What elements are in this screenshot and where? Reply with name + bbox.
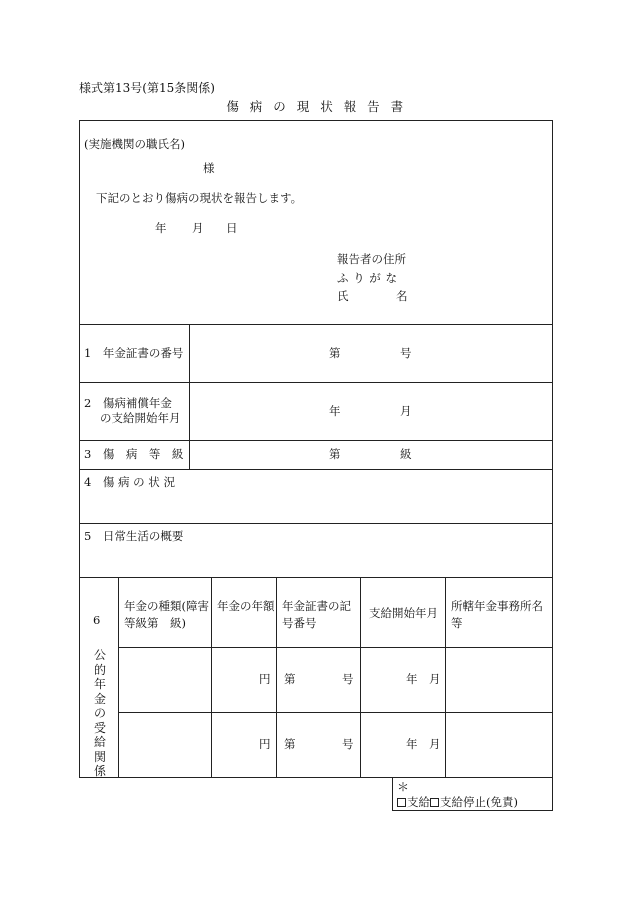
divider-row1: [79, 382, 553, 383]
date-month-label: 月: [192, 221, 204, 235]
column-office: 所轄年金事務所名等: [451, 599, 543, 630]
column-cert-number: 年金証書の記号番号: [282, 599, 351, 630]
vertical-char: 公: [93, 648, 106, 662]
divider-header: [79, 324, 553, 325]
vertical-char: 金: [93, 691, 106, 706]
column-pension-type: 年金の種類(障害等級第 級): [124, 599, 209, 630]
date-day-label: 日: [226, 221, 238, 235]
divider-pension-col4: [360, 577, 361, 778]
vertical-char: の: [93, 706, 106, 720]
divider-row2: [79, 440, 553, 441]
vertical-char: 係: [93, 764, 106, 778]
pension-cert-label: 1 年金証書の番号: [84, 346, 184, 360]
office-use-options: [397, 795, 518, 810]
start-date-label-line1: 2 傷病補償年金: [84, 396, 172, 410]
column-start-date: 支給開始年月: [369, 606, 438, 620]
divider-pension-col5: [445, 577, 446, 778]
vertical-char: 関: [93, 749, 106, 764]
vertical-char: 給: [93, 735, 106, 749]
form-number: 様式第13号(第15条関係): [79, 81, 215, 95]
entry1-yen: 円: [259, 672, 271, 686]
grade-suffix: 級: [400, 447, 412, 461]
divider-pension-col3: [276, 577, 277, 778]
entry2-dai: 第: [284, 737, 296, 751]
reporter-address-label: 報告者の住所: [337, 252, 406, 266]
entry1-month: 月: [429, 672, 441, 686]
pension-cert-suffix: 号: [400, 346, 412, 360]
vertical-char: 受: [93, 720, 106, 735]
entry1-dai: 第: [284, 672, 296, 686]
pension-section-vertical-label: [82, 648, 118, 779]
entry1-gou: 号: [342, 672, 354, 686]
pension-section-number: 6: [93, 613, 101, 627]
entry2-year: 年: [406, 737, 418, 751]
divider-row3: [79, 469, 553, 470]
vertical-char: 的: [93, 662, 106, 677]
recipient-label: (実施機関の職氏名): [84, 137, 185, 151]
daily-life-label: 5 日常生活の概要: [84, 529, 184, 543]
vertical-char: 年: [93, 677, 106, 691]
stop-checkbox[interactable]: [430, 798, 439, 807]
divider-row5: [79, 577, 553, 578]
entry2-gou: 号: [342, 737, 354, 751]
reporter-name-label-2: 名: [396, 289, 408, 303]
divider-pension-col2: [211, 577, 212, 778]
page-title: 傷 病 の 現 状 報 告 書: [226, 99, 404, 114]
start-date-label-line2: の支給開始年月: [100, 411, 181, 425]
honorific: 様: [203, 161, 215, 175]
date-year-label: 年: [155, 221, 167, 235]
start-date-year: 年: [329, 404, 341, 418]
divider-pension-entry: [118, 712, 553, 713]
entry2-month: 月: [429, 737, 441, 751]
divider-row4: [79, 523, 553, 524]
entry2-yen: 円: [259, 737, 271, 751]
grade-label: 3 傷 病 等 級: [84, 447, 184, 461]
office-use-asterisk: ＊: [397, 780, 410, 794]
divider-pension-number-col: [118, 577, 119, 778]
reporter-name-label-1: 氏: [337, 289, 349, 303]
entry1-year: 年: [406, 672, 418, 686]
divider-pension-head: [118, 647, 553, 648]
report-statement: 下記のとおり傷病の現状を報告します。: [96, 191, 303, 205]
payment-option-label: 支給: [407, 795, 430, 809]
grade-prefix: 第: [329, 447, 341, 461]
column-pension-amount: 年金の年額: [217, 599, 275, 613]
stop-option-label: 支給停止(免責): [440, 795, 518, 809]
pension-cert-prefix: 第: [329, 346, 341, 360]
start-date-month: 月: [400, 404, 412, 418]
reporter-furigana-label: ふ り が な: [337, 271, 397, 285]
divider-label-col: [189, 324, 190, 469]
condition-label: 4 傷 病 の 状 況: [84, 475, 175, 489]
payment-checkbox[interactable]: [397, 798, 406, 807]
